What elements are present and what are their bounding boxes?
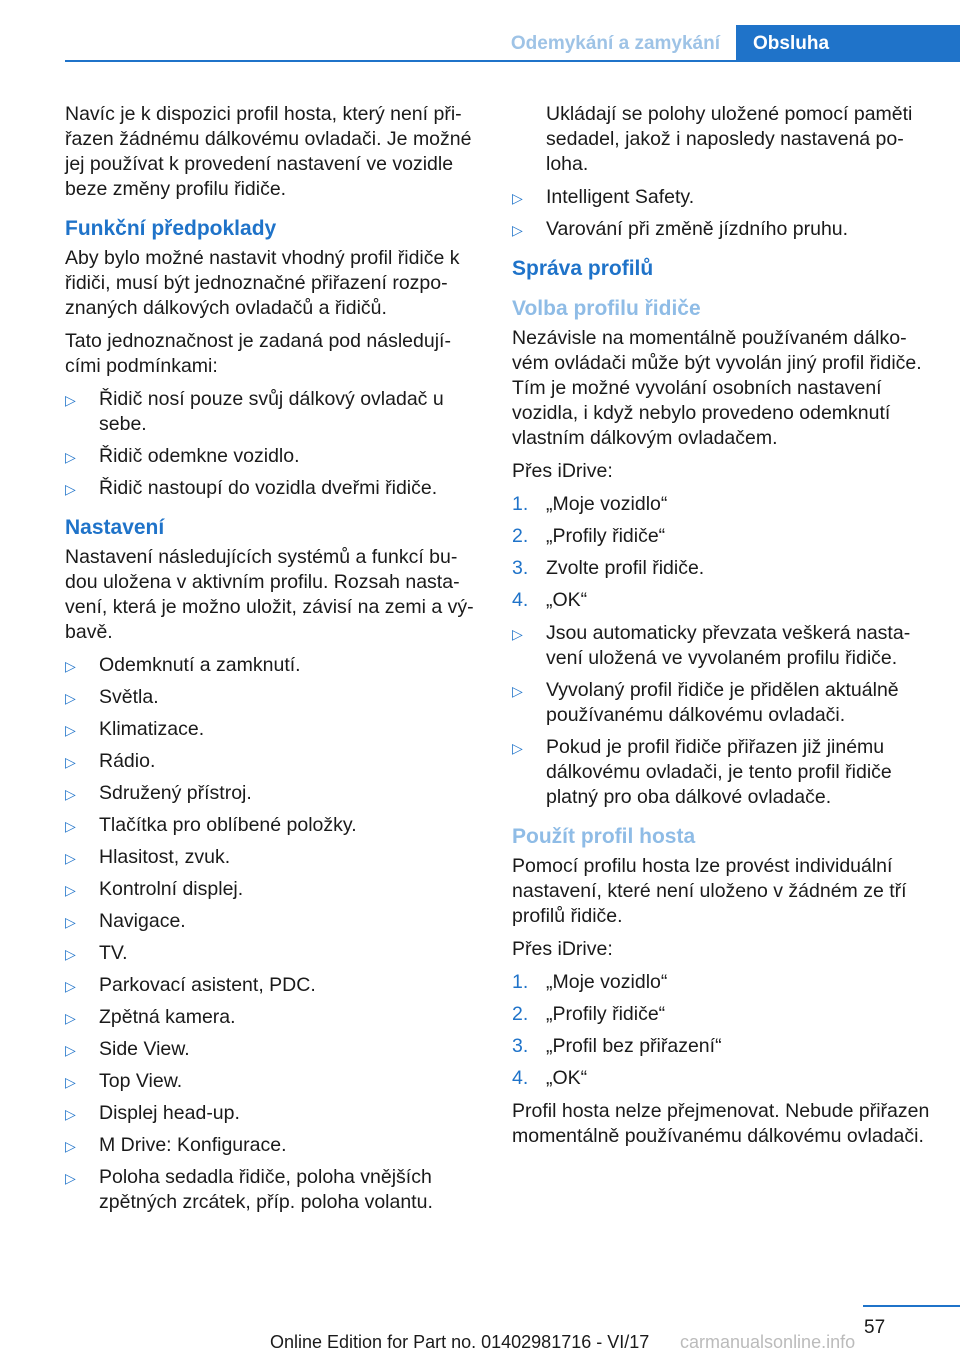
triangle-bullet-icon: ▷: [65, 1042, 76, 1058]
list-item: ▷ Intelligent Safety.: [512, 185, 932, 210]
list-item: ▷ Pokud je profil řidiče přiřazen již jinému dálkovému ovladači, je tento profil řidiče platný pro oba dálkové ovladače.: [512, 736, 892, 808]
triangle-bullet-icon: ▷: [65, 1074, 76, 1090]
list-item: ▷ Řidič nastoupí do vozidla dveřmi řidiče.: [65, 476, 477, 501]
list-item: ▷ M Drive: Konfigurace.: [65, 1133, 477, 1158]
list-item: 4. „OK“: [512, 589, 588, 611]
page-number: 57: [864, 1317, 886, 1338]
list-item: ▷ Navigace.: [65, 909, 477, 934]
list-item: ▷ Side View.: [65, 1037, 477, 1062]
settings-list-continued: [512, 185, 932, 242]
triangle-bullet-icon: ▷: [65, 690, 76, 706]
step-number: 4.: [512, 589, 529, 611]
settings-list: [65, 653, 477, 1215]
list-item: ▷ Kontrolní displej.: [65, 877, 477, 902]
idrive-label: Přes iDrive:: [512, 938, 613, 960]
left-column: [65, 102, 477, 1223]
triangle-bullet-icon: ▷: [512, 626, 523, 642]
conditions-list: [65, 387, 477, 501]
triangle-bullet-icon: ▷: [65, 1106, 76, 1122]
list-item: ▷ Řidič odemkne vozidlo.: [65, 444, 477, 469]
triangle-bullet-icon: ▷: [512, 740, 523, 756]
triangle-bullet-icon: ▷: [65, 392, 76, 408]
step-number: 2.: [512, 525, 529, 547]
heading-guest-profile: Použít profil hosta: [512, 825, 696, 848]
list-item: ▷ TV.: [65, 941, 477, 966]
list-item: 2. „Profily řidiče“: [512, 1003, 666, 1025]
settings-paragraph: Nastavení následujících systémů a funkcí budou uložena v aktivním profilu. Rozsah nastavení, která je možno uložit, závisí na zemi a výbavě.: [65, 546, 474, 643]
triangle-bullet-icon: ▷: [65, 449, 76, 465]
guest-profile-note: Profil hosta nelze přejmenovat. Nebude přiřazen momentálně používanému dálkovému ovladači.: [512, 1100, 930, 1147]
header-section-title: Odemykání a zamykání: [510, 33, 720, 54]
list-item: ▷ Jsou automaticky převzata veškerá nastavení uložená ve vyvolaném profilu řidiče.: [512, 622, 911, 669]
list-item: ▷ Varování při změně jízdního pruhu.: [512, 217, 932, 242]
footer-rule: [863, 1305, 960, 1307]
step-number: 3.: [512, 557, 529, 579]
guest-profile-paragraph: Pomocí profilu hosta lze provést individuální nastavení, které není uloženo v žádném ze tří profilů řidiče.: [512, 855, 907, 927]
heading-profile-management: Správa profilů: [512, 257, 654, 280]
list-item: ▷ Řidič nosí pouze svůj dálkový ovladač u sebe.: [65, 388, 444, 435]
list-item: ▷ Tlačítka pro oblíbené položky.: [65, 813, 477, 838]
triangle-bullet-icon: ▷: [65, 754, 76, 770]
notes-list: [512, 621, 932, 810]
list-item: ▷ Světla.: [65, 685, 477, 710]
list-item: ▷ Poloha sedadla řidiče, poloha vnějších zpětných zrcátek, příp. poloha volantu.: [65, 1166, 433, 1213]
triangle-bullet-icon: ▷: [65, 722, 76, 738]
triangle-bullet-icon: ▷: [65, 818, 76, 834]
list-item: 1. „Moje vozidlo“: [512, 971, 668, 993]
list-item: ▷ Vyvolaný profil řidiče je přidělen aktuálně používanému dálkovému ovladači.: [512, 679, 899, 726]
triangle-bullet-icon: ▷: [65, 946, 76, 962]
triangle-bullet-icon: ▷: [65, 658, 76, 674]
watermark: carmanualsonline.info: [680, 1332, 856, 1352]
triangle-bullet-icon: ▷: [65, 850, 76, 866]
triangle-bullet-icon: ▷: [65, 786, 76, 802]
list-item: ▷ Sdružený přístroj.: [65, 781, 477, 806]
step-number: 3.: [512, 1035, 529, 1057]
header-rule: [65, 60, 960, 62]
right-column: [512, 102, 932, 1157]
triangle-bullet-icon: ▷: [65, 914, 76, 930]
steps-list-select: [512, 492, 932, 613]
list-item: ▷ Rádio.: [65, 749, 477, 774]
triangle-bullet-icon: ▷: [512, 190, 523, 206]
select-profile-paragraph: Nezávisle na momentálně používaném dálkovém ovládači může být vyvolán jiný profil řidiče. Tím je možné vyvolání osobních nastavení vozidla, i když nebylo provedeno odemknutí vlastním dálkovým ovladačem.: [512, 327, 922, 449]
list-item: ▷ Klimatizace.: [65, 717, 477, 742]
triangle-bullet-icon: ▷: [65, 1170, 76, 1186]
list-item: ▷ Odemknutí a zamknutí.: [65, 653, 477, 678]
step-number: 1.: [512, 971, 529, 993]
triangle-bullet-icon: ▷: [65, 481, 76, 497]
list-item: ▷ Top View.: [65, 1069, 477, 1094]
triangle-bullet-icon: ▷: [65, 882, 76, 898]
list-item: ▷ Parkovací asistent, PDC.: [65, 973, 477, 998]
steps-list-guest: [512, 970, 932, 1091]
footer-edition: Online Edition for Part no. 01402981716 - VI/17: [270, 1332, 650, 1352]
list-item: 4. „OK“: [512, 1067, 588, 1089]
heading-select-profile: Volba profilu řidiče: [512, 297, 701, 320]
continuation-paragraph: Ukládají se polohy uložené pomocí paměti sedadel, jakož i naposledy nastavená poloha.: [546, 103, 913, 175]
preconditions-paragraph-2: Tato jednoznačnost je zadaná pod následujícími podmínkami:: [65, 330, 451, 377]
preconditions-paragraph-1: Aby bylo možné nastavit vhodný profil řidiče k řidiči, musí být jednoznačné přiřazení rozpoznaných dálkových ovladačů a řidičů.: [65, 247, 460, 319]
list-item: 1. „Moje vozidlo“: [512, 493, 668, 515]
triangle-bullet-icon: ▷: [512, 683, 523, 699]
triangle-bullet-icon: ▷: [65, 1138, 76, 1154]
triangle-bullet-icon: ▷: [65, 1010, 76, 1026]
list-item: ▷ Hlasitost, zvuk.: [65, 845, 477, 870]
list-item: 2. „Profily řidiče“: [512, 525, 666, 547]
header-chapter-tab: Obsluha: [736, 25, 960, 61]
heading-preconditions: Funkční předpoklady: [65, 217, 277, 240]
list-item: ▷ Zpětná kamera.: [65, 1005, 477, 1030]
triangle-bullet-icon: ▷: [65, 978, 76, 994]
step-number: 1.: [512, 493, 529, 515]
heading-settings: Nastavení: [65, 516, 165, 539]
list-item: 3. „Profil bez přiřazení“: [512, 1035, 722, 1057]
list-item: ▷ Displej head-up.: [65, 1101, 477, 1126]
step-number: 4.: [512, 1067, 529, 1089]
intro-paragraph: Navíc je k dispozici profil hosta, který není přiřazen žádnému dálkovému ovladači. Je možné jej používat k provedení nastavení ve vozidle beze změny profilu řidiče.: [65, 103, 472, 200]
list-item: 3. Zvolte profil řidiče.: [512, 557, 705, 579]
triangle-bullet-icon: ▷: [512, 222, 523, 238]
step-number: 2.: [512, 1003, 529, 1025]
idrive-label: Přes iDrive:: [512, 460, 613, 482]
